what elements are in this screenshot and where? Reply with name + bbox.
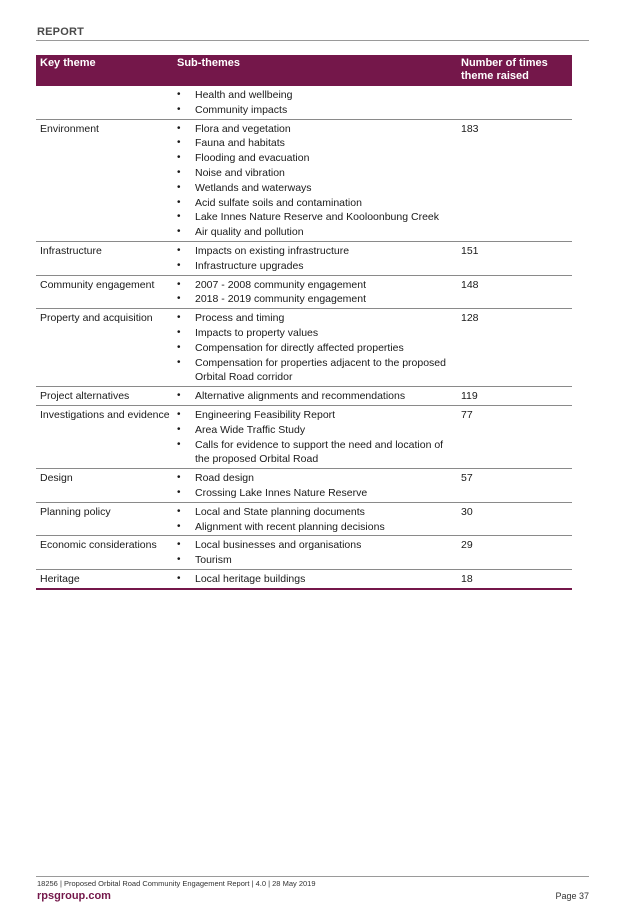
footer-brand-link[interactable]: rpsgroup.com	[37, 890, 111, 902]
sub-themes-list	[173, 538, 457, 568]
table-row	[36, 503, 572, 537]
report-header: REPORT	[37, 26, 85, 38]
footer-document-info: 18256 | Proposed Orbital Road Community Engagement Report | 4.0 | 28 May 2019	[37, 879, 316, 888]
sub-themes-cell	[173, 505, 457, 535]
sub-theme-item: • Community impacts	[173, 103, 457, 118]
themes-table	[36, 55, 572, 590]
sub-theme-item: • Alignment with recent planning decisions	[173, 520, 457, 535]
table-row	[36, 242, 572, 276]
sub-theme-item: • Air quality and pollution	[173, 225, 457, 240]
sub-theme-item: • Acid sulfate soils and contamination	[173, 196, 457, 211]
sub-theme-item: • Alternative alignments and recommendations	[173, 389, 457, 404]
sub-themes-list	[173, 505, 457, 535]
sub-theme-item: • Fauna and habitats	[173, 136, 457, 151]
sub-themes-cell	[173, 122, 457, 240]
sub-theme-item: • Health and wellbeing	[173, 88, 457, 103]
key-theme-cell: Infrastructure	[40, 244, 102, 257]
table-row	[36, 387, 572, 406]
table-row	[36, 469, 572, 503]
sub-theme-item: • Wetlands and waterways	[173, 181, 457, 196]
sub-themes-list	[173, 471, 457, 501]
sub-theme-item: • 2018 - 2019 community engagement	[173, 292, 457, 307]
sub-themes-cell	[173, 572, 457, 587]
sub-theme-item: • Noise and vibration	[173, 166, 457, 181]
key-theme-cell: Economic considerations	[40, 539, 157, 552]
column-header-sub-themes: Sub-themes	[177, 57, 240, 69]
key-theme-cell: Planning policy	[40, 505, 111, 518]
sub-theme-item: • Area Wide Traffic Study	[173, 423, 457, 438]
sub-theme-item: • Lake Innes Nature Reserve and Kooloonbung Creek	[173, 210, 457, 225]
sub-themes-cell	[173, 471, 457, 501]
count-cell: 151	[461, 244, 479, 257]
key-theme-cell: Design	[40, 472, 73, 485]
key-theme-cell: Environment	[40, 122, 99, 135]
key-theme-cell	[36, 88, 173, 118]
footer-divider	[36, 876, 589, 877]
header-divider	[36, 40, 589, 41]
count-cell: 148	[461, 278, 479, 291]
sub-themes-cell	[173, 278, 457, 308]
table-row	[36, 406, 572, 469]
sub-theme-item: • Flora and vegetation	[173, 122, 457, 137]
sub-theme-item: • Flooding and evacuation	[173, 151, 457, 166]
sub-themes-list	[173, 122, 457, 240]
key-theme-cell: Community engagement	[40, 278, 155, 291]
column-header-key-theme: Key theme	[40, 57, 96, 69]
count-cell: 30	[461, 505, 473, 518]
sub-theme-item: • Process and timing	[173, 311, 457, 326]
count-cell	[457, 88, 572, 118]
table-body	[36, 86, 572, 590]
sub-theme-item: • Tourism	[173, 553, 457, 568]
count-cell: 183	[461, 122, 479, 135]
sub-themes-list	[173, 278, 457, 308]
table-row	[36, 86, 572, 120]
page-number: Page 37	[555, 891, 589, 901]
sub-theme-item: • 2007 - 2008 community engagement	[173, 278, 457, 293]
count-cell: 119	[461, 390, 478, 403]
count-cell: 128	[461, 312, 479, 325]
count-cell: 77	[461, 408, 473, 421]
table-row	[36, 570, 572, 590]
key-theme-cell: Heritage	[40, 572, 80, 585]
sub-themes-cell	[173, 244, 457, 274]
sub-theme-item: • Local businesses and organisations	[173, 538, 457, 553]
sub-themes-list	[173, 389, 457, 404]
sub-themes-cell	[173, 311, 457, 385]
column-header-count: Number of times theme raised	[461, 57, 548, 82]
sub-theme-item: • Crossing Lake Innes Nature Reserve	[173, 486, 457, 501]
sub-themes-cell	[173, 389, 457, 404]
count-cell: 29	[461, 539, 473, 552]
sub-themes-list	[173, 244, 457, 274]
table-row	[36, 120, 572, 242]
sub-themes-list	[173, 572, 457, 587]
sub-themes-list	[173, 88, 457, 118]
sub-theme-item: • Calls for evidence to support the need and location of the proposed Orbital Road	[173, 438, 457, 468]
key-theme-cell: Investigations and evidence	[40, 408, 170, 421]
sub-themes-cell	[173, 538, 457, 568]
sub-theme-item: • Local heritage buildings	[173, 572, 457, 587]
count-cell: 57	[461, 472, 473, 485]
sub-theme-item: • Compensation for directly affected properties	[173, 341, 457, 356]
sub-theme-item: • Road design	[173, 471, 457, 486]
sub-theme-item: • Engineering Feasibility Report	[173, 408, 457, 423]
sub-themes-list	[173, 408, 457, 467]
sub-theme-item: • Infrastructure upgrades	[173, 259, 457, 274]
sub-theme-item: • Compensation for properties adjacent to the proposed Orbital Road corridor	[173, 356, 457, 386]
table-row	[36, 309, 572, 387]
sub-themes-list	[173, 311, 457, 385]
table-row	[36, 536, 572, 570]
table-header	[36, 55, 572, 86]
sub-theme-item: • Impacts to property values	[173, 326, 457, 341]
sub-theme-item: • Impacts on existing infrastructure	[173, 244, 457, 259]
key-theme-cell: Property and acquisition	[40, 312, 153, 325]
sub-themes-cell	[173, 408, 457, 467]
table-row	[36, 276, 572, 310]
key-theme-cell: Project alternatives	[40, 390, 130, 403]
sub-themes-cell	[173, 88, 457, 118]
count-cell: 18	[461, 572, 473, 585]
sub-theme-item: • Local and State planning documents	[173, 505, 457, 520]
